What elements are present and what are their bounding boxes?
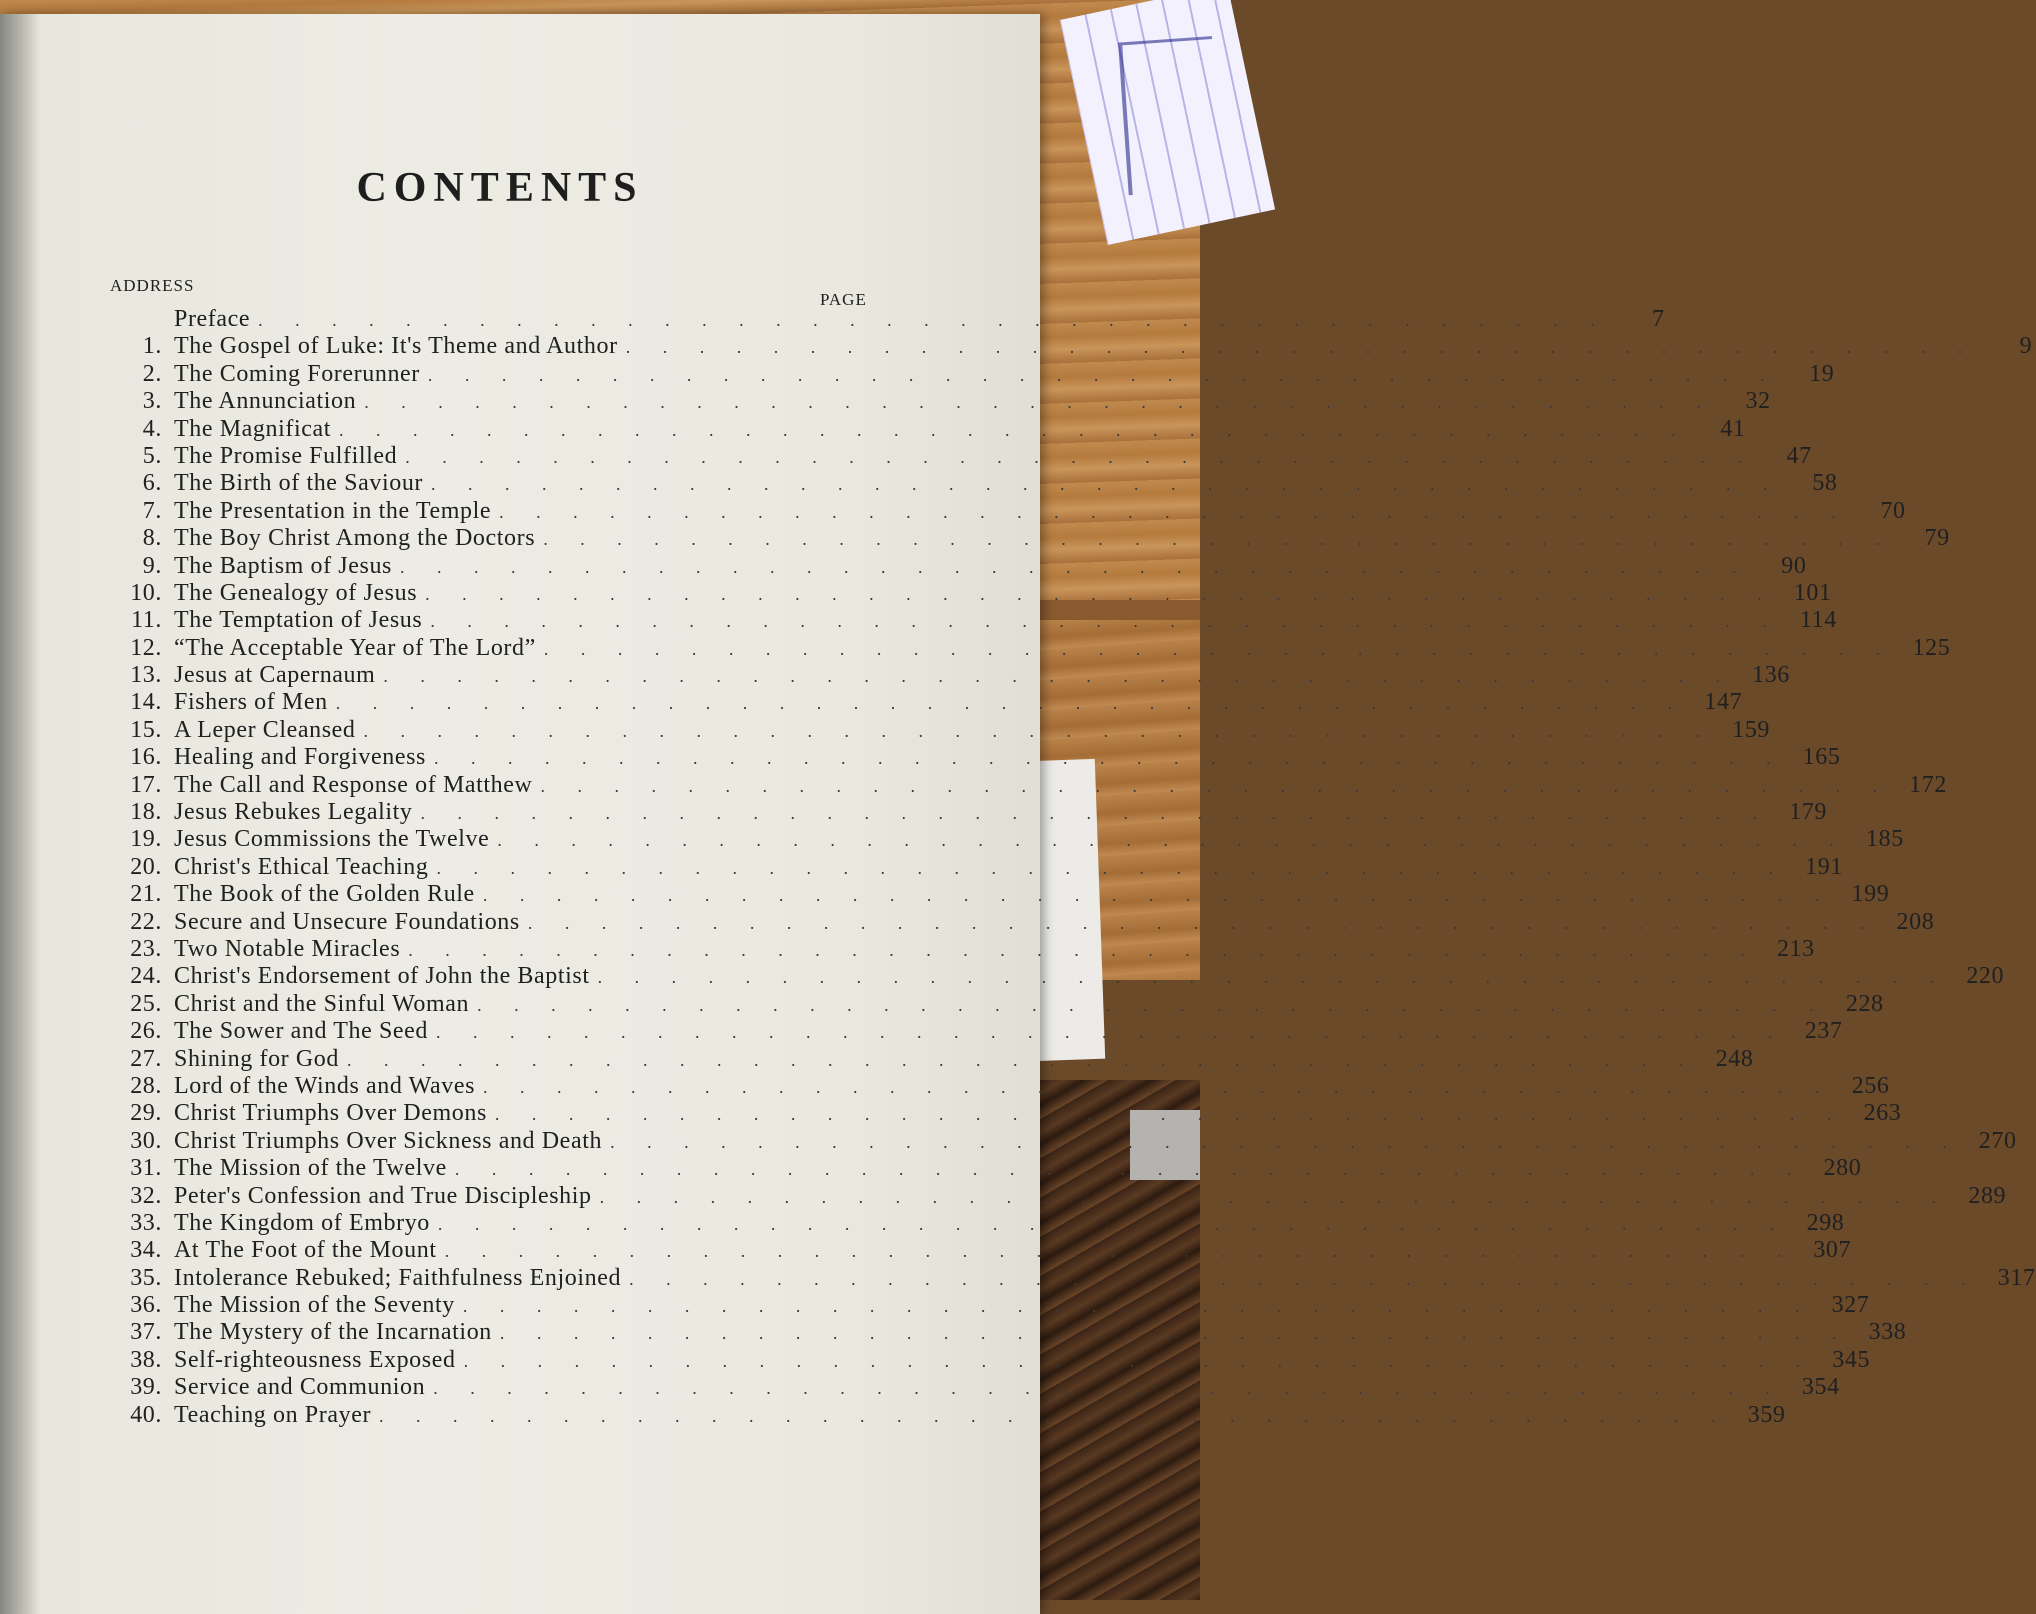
toc-entry	[110, 1182, 2007, 1210]
handwriting-mark	[1118, 36, 1222, 195]
toc-entry	[110, 1018, 1843, 1045]
dot-leader: . . . . . . . . . . . . . . . . . . . . . . . . . . . . . . . . . . . . .	[494, 1104, 1846, 1125]
toc-entry	[110, 1045, 1754, 1073]
entry-number: 32.	[130, 1182, 162, 1209]
toc-entry	[110, 1264, 2036, 1292]
entry-title: Christ's Ethical Teaching	[174, 853, 429, 880]
entry-page-number: 208	[1896, 908, 1935, 935]
toc-entry	[110, 716, 1771, 744]
dot-leader: . . . . . . . . . . . . . . . . . . . . . . . . . . . . . . . . . . . . .	[629, 1268, 1980, 1289]
dot-leader: . . . . . . . . . . . . . . . . . . . . . . . . . . . . . . . . . . . . .	[431, 474, 1782, 495]
entry-page-number: 289	[1968, 1182, 2007, 1209]
toc-entry	[110, 442, 1812, 470]
entry-number: 40.	[130, 1401, 162, 1428]
entry-page-number: 32	[1745, 388, 1771, 415]
toc-entry	[110, 881, 1890, 908]
dot-leader: . . . . . . . . . . . . . . . . . . . . . . . . . . . . . . . . . . . . .	[427, 364, 1779, 385]
entry-number: 29.	[130, 1100, 162, 1127]
dot-leader: . . . . . . . . . . . . . . . . . . . . . . . . . . . . . . . . . . . . .	[347, 1049, 1698, 1070]
entry-page-number: 270	[1978, 1127, 2017, 1154]
entry-title: The Gospel of Luke: It's Theme and Author	[174, 333, 618, 360]
toc-entry	[110, 306, 1665, 333]
entry-page-number: 147	[1704, 689, 1743, 716]
entry-number: 30.	[130, 1127, 162, 1154]
toc-entry	[110, 1374, 1840, 1401]
toc-entry	[110, 1292, 1870, 1319]
entry-page-number: 90	[1781, 552, 1807, 579]
toc-entry	[110, 853, 1843, 881]
dot-leader: . . . . . . . . . . . . . . . . . . . . . . . . . . . . . . . . . . . . .	[597, 967, 1949, 988]
entry-title: At The Foot of the Mount	[174, 1237, 437, 1264]
entry-title: Christ Triumphs Over Sickness and Death	[174, 1127, 603, 1154]
entry-page-number: 125	[1912, 634, 1951, 661]
entry-title: Lord of the Winds and Waves	[174, 1072, 476, 1099]
dot-leader: . . . . . . . . . . . . . . . . . . . . . . . . . . . . . . . . . . . . .	[383, 666, 1734, 687]
toc-entry	[110, 662, 1790, 689]
toc-entry	[110, 935, 1815, 963]
dot-leader: . . . . . . . . . . . . . . . . . . . . . . . . . . . . . . . . . . . . .	[399, 556, 1751, 577]
dot-leader: . . . . . . . . . . . . . . . . . . . . . . . . . . . . . . . . . . . . .	[483, 1076, 1834, 1097]
dot-leader: . . . . . . . . . . . . . . . . . . . . . . . . . . . . . . . . . . . . .	[258, 310, 1609, 330]
entry-number: 28.	[130, 1072, 162, 1099]
entry-number: 9.	[142, 552, 162, 579]
entry-title: Christ Triumphs Over Demons	[174, 1100, 487, 1127]
entry-number: 19.	[130, 826, 162, 853]
dot-leader: . . . . . . . . . . . . . . . . . . . . . . . . . . . . . . . . . . . . .	[497, 830, 1848, 851]
entry-page-number: 354	[1801, 1374, 1840, 1401]
entry-number: 39.	[130, 1374, 162, 1401]
entry-title: The Birth of the Saviour	[174, 470, 424, 497]
toc-entry	[110, 388, 1771, 415]
entry-number: 24.	[130, 963, 162, 990]
toc-entry	[110, 525, 1950, 552]
entry-title: Secure and Unsecure Foundations	[174, 908, 520, 935]
entry-number: 34.	[130, 1237, 162, 1264]
entry-title: The Mystery of the Incarnation	[174, 1319, 492, 1346]
entry-page-number: 327	[1831, 1292, 1870, 1319]
entry-title: Service and Communion	[174, 1374, 426, 1401]
entry-page-number: 213	[1776, 935, 1815, 962]
entry-title: The Temptation of Jesus	[174, 607, 423, 634]
entry-title: The Magnificat	[174, 415, 332, 442]
page-title: CONTENTS	[356, 165, 644, 211]
entry-number: 3.	[142, 388, 162, 415]
entry-number: 15.	[130, 716, 162, 743]
toc-entry	[110, 552, 1807, 580]
toc-entry	[110, 1319, 1907, 1346]
entry-number: 4.	[142, 415, 162, 442]
entry-number: 2.	[142, 360, 162, 387]
entry-page-number: 199	[1851, 881, 1890, 908]
entry-number: 20.	[130, 853, 162, 880]
dot-leader: . . . . . . . . . . . . . . . . . . . . . . . . . . . . . . . . . . . . .	[477, 994, 1828, 1015]
toc-entry	[110, 1346, 1871, 1374]
entry-title: Healing and Forgiveness	[174, 744, 426, 771]
entry-page-number: 19	[1809, 360, 1835, 387]
entry-page-number: 172	[1909, 771, 1947, 798]
toc-entry	[110, 634, 1951, 662]
entry-number: 11.	[131, 607, 162, 634]
toc-entry	[110, 744, 1841, 771]
dot-leader: . . . . . . . . . . . . . . . . . . . . . . . . . . . . . . . . . . . . .	[436, 857, 1787, 878]
toc-entry	[110, 497, 1906, 525]
entry-page-number: 58	[1812, 470, 1838, 497]
entry-number: 33.	[130, 1209, 162, 1236]
toc-entry	[110, 1100, 1902, 1127]
dot-leader: . . . . . . . . . . . . . . . . . . . . . . . . . . . . . . . . . . . . .	[499, 1323, 1851, 1344]
entry-title: Jesus Rebukes Legality	[174, 799, 413, 826]
entry-page-number: 280	[1823, 1155, 1862, 1182]
dot-leader: . . . . . . . . . . . . . . . . . . . . . . . . . . . . . . . . . . . . .	[454, 1159, 1806, 1180]
dot-leader: . . . . . . . . . . . . . . . . . . . . . . . . . . . . . . . . . . . . .	[363, 720, 1715, 741]
toc-entry	[110, 470, 1838, 497]
entry-title: Jesus Commissions the Twelve	[174, 826, 490, 853]
entry-page-number: 359	[1747, 1401, 1786, 1428]
entry-page-number: 159	[1732, 716, 1771, 743]
entry-title: Shining for God	[174, 1045, 339, 1072]
entry-page-number: 248	[1715, 1045, 1754, 1072]
entry-title: The Promise Fulfilled	[174, 442, 398, 469]
entry-title: “The Acceptable Year of The Lord”	[174, 634, 536, 661]
toc-entry	[110, 1401, 1786, 1429]
entry-title: Self-righteousness Exposed	[174, 1346, 456, 1373]
entry-title: The Mission of the Seventy	[174, 1292, 455, 1319]
entry-title: Peter's Confession and True Discipleship	[174, 1182, 592, 1209]
entry-number: 5.	[142, 442, 162, 469]
entry-title: The Kingdom of Embryo	[174, 1209, 430, 1236]
toc-entry	[110, 579, 1832, 607]
entry-title: The Boy Christ Among the Doctors	[174, 525, 536, 552]
entry-number: 35.	[130, 1264, 162, 1291]
toc-entry	[110, 826, 1904, 853]
dot-leader: . . . . . . . . . . . . . . . . . . . . . . . . . . . . . . . . . . . . .	[437, 1213, 1789, 1234]
entry-number: 17.	[130, 771, 162, 798]
entry-page-number: 165	[1802, 744, 1841, 771]
dot-leader: . . . . . . . . . . . . . . . . . . . . . . . . . . . . . . . . . . . . .	[433, 748, 1785, 769]
dot-leader: . . . . . . . . . . . . . . . . . . . . . . . . . . . . . . . . . . . . .	[482, 885, 1834, 906]
entry-number: 16.	[130, 744, 162, 771]
dot-leader: . . . . . . . . . . . . . . . . . . . . . . . . . . . . . . . . . . . . .	[408, 939, 1759, 960]
entry-number: 13.	[130, 662, 162, 689]
entry-page-number: 220	[1966, 963, 2005, 990]
toc-entry	[110, 1155, 1862, 1182]
spine-shadow	[0, 14, 40, 1614]
entry-page-number: 179	[1789, 799, 1827, 826]
dot-leader: . . . . . . . . . . . . . . . . . . . . . . . . . . . . . . . . . . . . .	[444, 1241, 1796, 1262]
toc-entry	[110, 333, 2033, 360]
entry-page-number: 185	[1866, 826, 1904, 853]
dot-leader: . . . . . . . . . . . . . . . . . . . . . . . . . . . . . . . . . . . . .	[420, 803, 1771, 824]
entry-title: Preface	[174, 306, 251, 332]
entry-title: The Annunciation	[174, 388, 357, 415]
entry-page-number: 237	[1804, 1018, 1843, 1045]
page-column-header: PAGE	[820, 290, 867, 309]
entry-page-number: 41	[1720, 415, 1746, 442]
book-page	[0, 14, 2036, 1614]
toc-entry	[110, 689, 1743, 716]
entry-page-number: 298	[1806, 1209, 1845, 1236]
dot-leader: . . . . . . . . . . . . . . . . . . . . . . . . . . . . . . . . . . . . .	[379, 1405, 1730, 1426]
table-of-contents	[110, 306, 2036, 1429]
entry-page-number: 47	[1786, 442, 1812, 469]
dot-leader: . . . . . . . . . . . . . . . . . . . . . . . . . . . . . . . . . . . . .	[625, 337, 1977, 358]
entry-page-number: 101	[1793, 579, 1832, 606]
toc-entry	[110, 1072, 1890, 1100]
entry-title: The Baptism of Jesus	[174, 552, 392, 579]
entry-title: Christ's Endorsement of John the Baptist	[174, 963, 590, 990]
entry-title: Two Notable Miracles	[174, 935, 401, 962]
entry-title: The Genealogy of Jesus	[174, 579, 418, 606]
entry-page-number: 345	[1832, 1346, 1871, 1373]
dot-leader: . . . . . . . . . . . . . . . . . . . . . . . . . . . . . . . . . . . . .	[543, 529, 1894, 550]
entry-page-number: 317	[1997, 1264, 2036, 1291]
entry-number: 7.	[142, 497, 162, 524]
dot-leader: . . . . . . . . . . . . . . . . . . . . . . . . . . . . . . . . . . . . .	[405, 446, 1756, 467]
entry-number: 36.	[130, 1292, 162, 1319]
entry-number: 18.	[130, 799, 162, 826]
entry-title: Fishers of Men	[174, 689, 328, 716]
entry-number: 27.	[130, 1045, 162, 1072]
toc-entry	[110, 799, 1827, 826]
dot-leader: . . . . . . . . . . . . . . . . . . . . . . . . . . . . . . . . . . . . .	[499, 501, 1850, 522]
entry-number: 8.	[142, 525, 162, 552]
entry-number: 14.	[130, 689, 162, 716]
entry-number: 25.	[130, 990, 162, 1017]
dot-leader: . . . . . . . . . . . . . . . . . . . . . . . . . . . . . . . . . . . . .	[433, 1378, 1784, 1399]
entry-page-number: 338	[1868, 1319, 1907, 1346]
dot-leader: . . . . . . . . . . . . . . . . . . . . . . . . . . . . . . . . . . . . .	[436, 1022, 1787, 1043]
dot-leader: . . . . . . . . . . . . . . . . . . . . . . . . . . . . . . . . . . . . .	[335, 693, 1687, 714]
entry-number: 12.	[130, 634, 162, 661]
dot-leader: . . . . . . . . . . . . . . . . . . . . . . . . . . . . . . . . . . . . .	[364, 392, 1715, 413]
toc-entry	[110, 963, 2005, 990]
toc-entry	[110, 908, 1935, 936]
entry-number: 23.	[130, 935, 162, 962]
toc-entry	[110, 771, 1947, 799]
entry-title: The Coming Forerunner	[174, 360, 420, 387]
entry-number: 10.	[130, 579, 162, 606]
entry-title: The Presentation in the Temple	[174, 497, 492, 524]
toc-entry	[110, 990, 1884, 1018]
entry-page-number: 136	[1752, 662, 1790, 689]
entry-number: 6.	[142, 470, 162, 497]
entry-title: Teaching on Prayer	[174, 1401, 372, 1428]
entry-title: Intolerance Rebuked; Faithfulness Enjoined	[174, 1264, 622, 1291]
toc-entry	[110, 607, 1837, 634]
toc-entry	[110, 1209, 1845, 1237]
entry-title: Christ and the Sinful Woman	[174, 990, 470, 1017]
dot-leader: . . . . . . . . . . . . . . . . . . . . . . . . . . . . . . . . . . . . .	[540, 775, 1891, 796]
dot-leader: . . . . . . . . . . . . . . . . . . . . . . . . . . . . . . . . . . . . .	[462, 1296, 1814, 1317]
dot-leader: . . . . . . . . . . . . . . . . . . . . . . . . . . . . . . . . . . . . .	[425, 583, 1776, 604]
entry-number: 26.	[130, 1018, 162, 1045]
entry-page-number: 263	[1863, 1100, 1902, 1127]
dot-leader: . . . . . . . . . . . . . . . . . . . . . . . . . . . . . . . . . . . . .	[599, 1186, 1951, 1207]
entry-page-number: 228	[1845, 990, 1884, 1017]
entry-page-number: 70	[1880, 497, 1906, 524]
entry-page-number: 307	[1813, 1237, 1852, 1264]
dot-leader: . . . . . . . . . . . . . . . . . . . . . . . . . . . . . . . . . . . . .	[543, 638, 1895, 659]
dot-leader: . . . . . . . . . . . . . . . . . . . . . . . . . . . . . . . . . . . . .	[430, 611, 1781, 632]
dot-leader: . . . . . . . . . . . . . . . . . . . . . . . . . . . . . . . . . . . . .	[463, 1350, 1815, 1371]
dot-leader: . . . . . . . . . . . . . . . . . . . . . . . . . . . . . . . . . . . . .	[610, 1131, 1961, 1152]
entry-title: The Book of the Golden Rule	[174, 881, 475, 908]
entry-page-number: 79	[1924, 525, 1950, 552]
entry-number: 1.	[142, 333, 162, 360]
entry-title: The Call and Response of Matthew	[174, 771, 533, 798]
dot-leader: . . . . . . . . . . . . . . . . . . . . . . . . . . . . . . . . . . . . .	[527, 912, 1879, 933]
toc-entry	[110, 1127, 2017, 1155]
entry-page-number: 9	[2019, 333, 2033, 360]
entry-title: The Mission of the Twelve	[174, 1155, 447, 1182]
entry-number: 37.	[130, 1319, 162, 1346]
entry-page-number: 256	[1851, 1072, 1890, 1099]
entry-title: A Leper Cleansed	[174, 716, 356, 743]
toc-entry	[110, 360, 1835, 388]
toc-entry	[110, 1237, 1852, 1264]
entry-title: Jesus at Capernaum	[174, 662, 376, 689]
entry-number: 22.	[130, 908, 162, 935]
entry-number: 21.	[130, 881, 162, 908]
entry-page-number: 7	[1652, 306, 1665, 332]
entry-page-number: 191	[1805, 853, 1843, 880]
entry-page-number: 114	[1799, 607, 1837, 634]
address-column-header: ADDRESS	[110, 276, 195, 295]
entry-title: The Sower and The Seed	[174, 1018, 429, 1045]
entry-number: 31.	[130, 1155, 162, 1182]
dot-leader: . . . . . . . . . . . . . . . . . . . . . . . . . . . . . . . . . . . . .	[339, 419, 1690, 440]
toc-entry	[110, 415, 1746, 443]
entry-number: 38.	[130, 1346, 162, 1373]
